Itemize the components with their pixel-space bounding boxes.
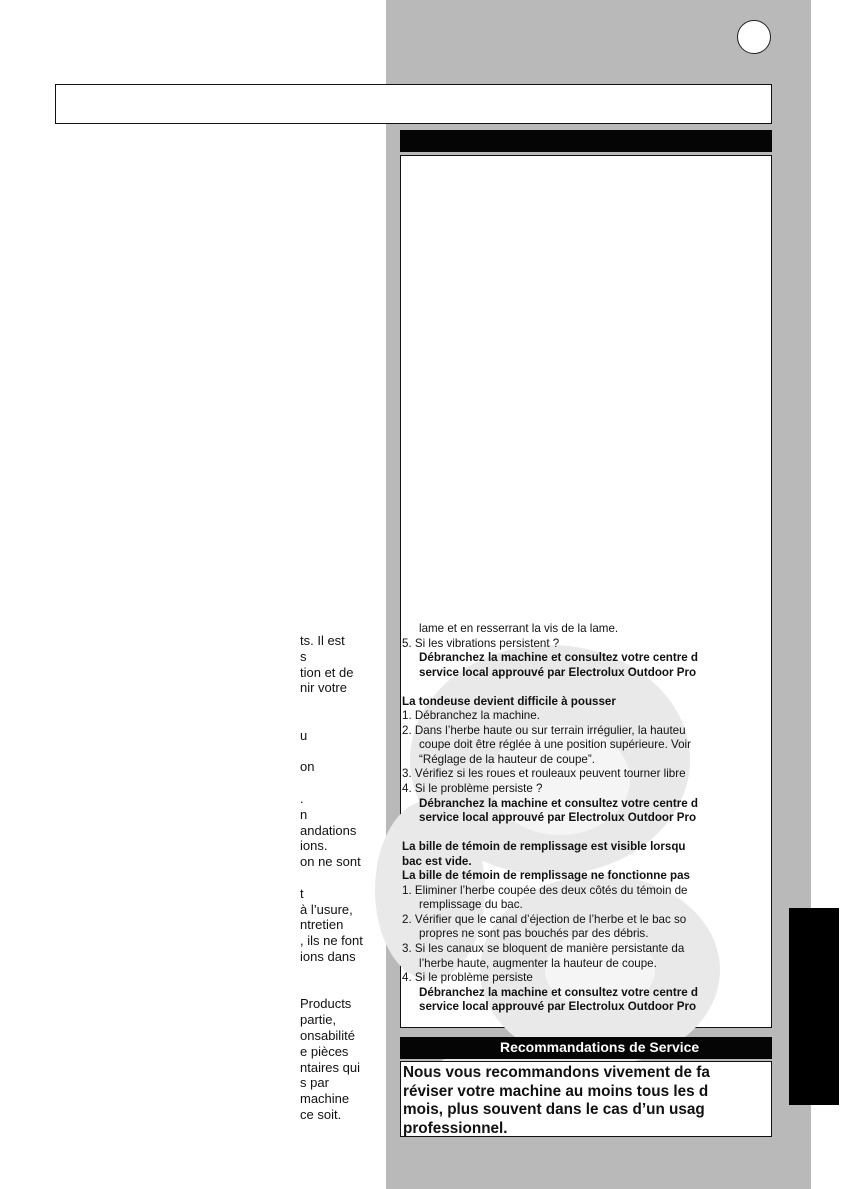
left-column-fragment [300, 696, 384, 712]
troubleshooting-line: service local approuvé par Electrolux Outdoor Pro [419, 811, 697, 825]
troubleshooting-line: 1. Débranchez la machine. [402, 709, 540, 723]
troubleshooting-line: “Réglage de la hauteur de coupe”. [419, 752, 595, 766]
troubleshooting-line: bac est vide. [402, 854, 472, 868]
page-number-circle [737, 20, 771, 54]
left-column-fragment [300, 870, 384, 886]
troubleshooting-text [402, 622, 770, 1015]
service-body-line: Nous vous recommandons vivement de fa [403, 1064, 710, 1081]
left-column-fragment: e pièces [300, 1043, 349, 1059]
page-title-box [55, 84, 772, 124]
left-column-text [300, 633, 384, 1123]
troubleshooting-line: service local approuvé par Electrolux Outdoor Pro [419, 665, 697, 679]
troubleshooting-line: Débranchez la machine et consultez votre centre d [419, 796, 698, 810]
left-column-fragment [300, 775, 384, 791]
left-column-fragment: on [300, 759, 315, 775]
troubleshooting-line [402, 680, 770, 695]
left-column-fragment: u [300, 727, 308, 743]
left-column-fragment: partie, [300, 1012, 337, 1028]
troubleshooting-line: Débranchez la machine et consultez votre centre d [419, 651, 698, 665]
left-column-fragment: machine [300, 1091, 350, 1107]
left-column-fragment: ntaires qui [300, 1059, 360, 1075]
service-header-bar [400, 1037, 772, 1059]
left-column-fragment: , ils ne font [300, 933, 363, 949]
troubleshooting-line: 4. Si le problème persiste ? [402, 782, 543, 796]
service-header-title: Recommandations de Service [500, 1039, 700, 1055]
troubleshooting-line: 5. Si les vibrations persistent ? [402, 636, 560, 650]
left-column-fragment: ntretien [300, 917, 344, 933]
troubleshooting-line: remplissage du bac. [419, 898, 523, 912]
service-body-line: réviser votre machine au moins tous les d [403, 1082, 709, 1100]
left-column-fragment: s [300, 648, 307, 664]
troubleshooting-line: Débranchez la machine et consultez votre centre d [419, 985, 698, 999]
troubleshooting-line: La bille de témoin de remplissage ne fonctionne pas [402, 869, 690, 883]
troubleshooting-line: 4. Si le problème persiste [402, 971, 533, 985]
left-column-fragment: tion et de [300, 664, 354, 680]
left-column-fragment: ts. Il est [300, 633, 345, 648]
troubleshooting-line: La bille de témoin de remplissage est visible lorsqu [402, 840, 686, 854]
troubleshooting-line: La tondeuse devient difficile à pousser [402, 694, 616, 708]
troubleshooting-line: 2. Vérifier que le canal d’éjection de l’herbe et le bac so [402, 912, 687, 926]
troubleshooting-line: propres ne sont pas bouchés par des débris. [419, 927, 649, 941]
left-column-fragment [300, 712, 384, 728]
service-body-line: professionnel. [403, 1119, 508, 1137]
left-column-fragment: t [300, 885, 304, 901]
left-column-fragment: ions dans [300, 948, 356, 964]
left-column-fragment: n [300, 806, 308, 822]
left-column-fragment [300, 744, 384, 760]
troubleshooting-line: 2. Dans l’herbe haute ou sur terrain irrégulier, la hauteu [402, 723, 686, 737]
left-column-fragment: Products [300, 996, 352, 1012]
troubleshooting-line: service local approuvé par Electrolux Outdoor Pro [419, 1000, 697, 1014]
left-column-fragment: andations [300, 822, 357, 838]
left-column-fragment: s par [300, 1075, 329, 1091]
troubleshooting-line: l’herbe haute, augmenter la hauteur de coupe. [419, 956, 657, 970]
left-column-fragment: on ne sont [300, 854, 361, 870]
service-body-line: mois, plus souvent dans le cas d’un usag [403, 1101, 705, 1119]
left-column-fragment: ions. [300, 838, 328, 854]
left-column-fragment: onsabilité [300, 1027, 355, 1043]
troubleshooting-header-bar [400, 130, 772, 152]
left-column-fragment: nir votre [300, 680, 347, 696]
left-column-fragment: . [300, 790, 304, 806]
left-column-fragment [300, 981, 384, 997]
troubleshooting-line: coupe doit être réglée à une position supérieure. Voir [419, 738, 691, 752]
service-recommendation-box [400, 1061, 772, 1137]
troubleshooting-line: 3. Si les canaux se bloquent de manière persistante da [402, 942, 685, 956]
left-column-fragment: ce soit. [300, 1106, 342, 1122]
language-side-tab [789, 908, 839, 1105]
left-column-fragment: à l’usure, [300, 901, 353, 917]
troubleshooting-line: 1. Eliminer l’herbe coupée des deux côtés du témoin de [402, 883, 688, 897]
troubleshooting-line [402, 826, 770, 841]
troubleshooting-line: lame et en resserrant la vis de la lame. [419, 622, 619, 635]
troubleshooting-line: 3. Vérifiez si les roues et rouleaux peuvent tourner libre [402, 767, 686, 781]
left-column-fragment [300, 965, 384, 981]
